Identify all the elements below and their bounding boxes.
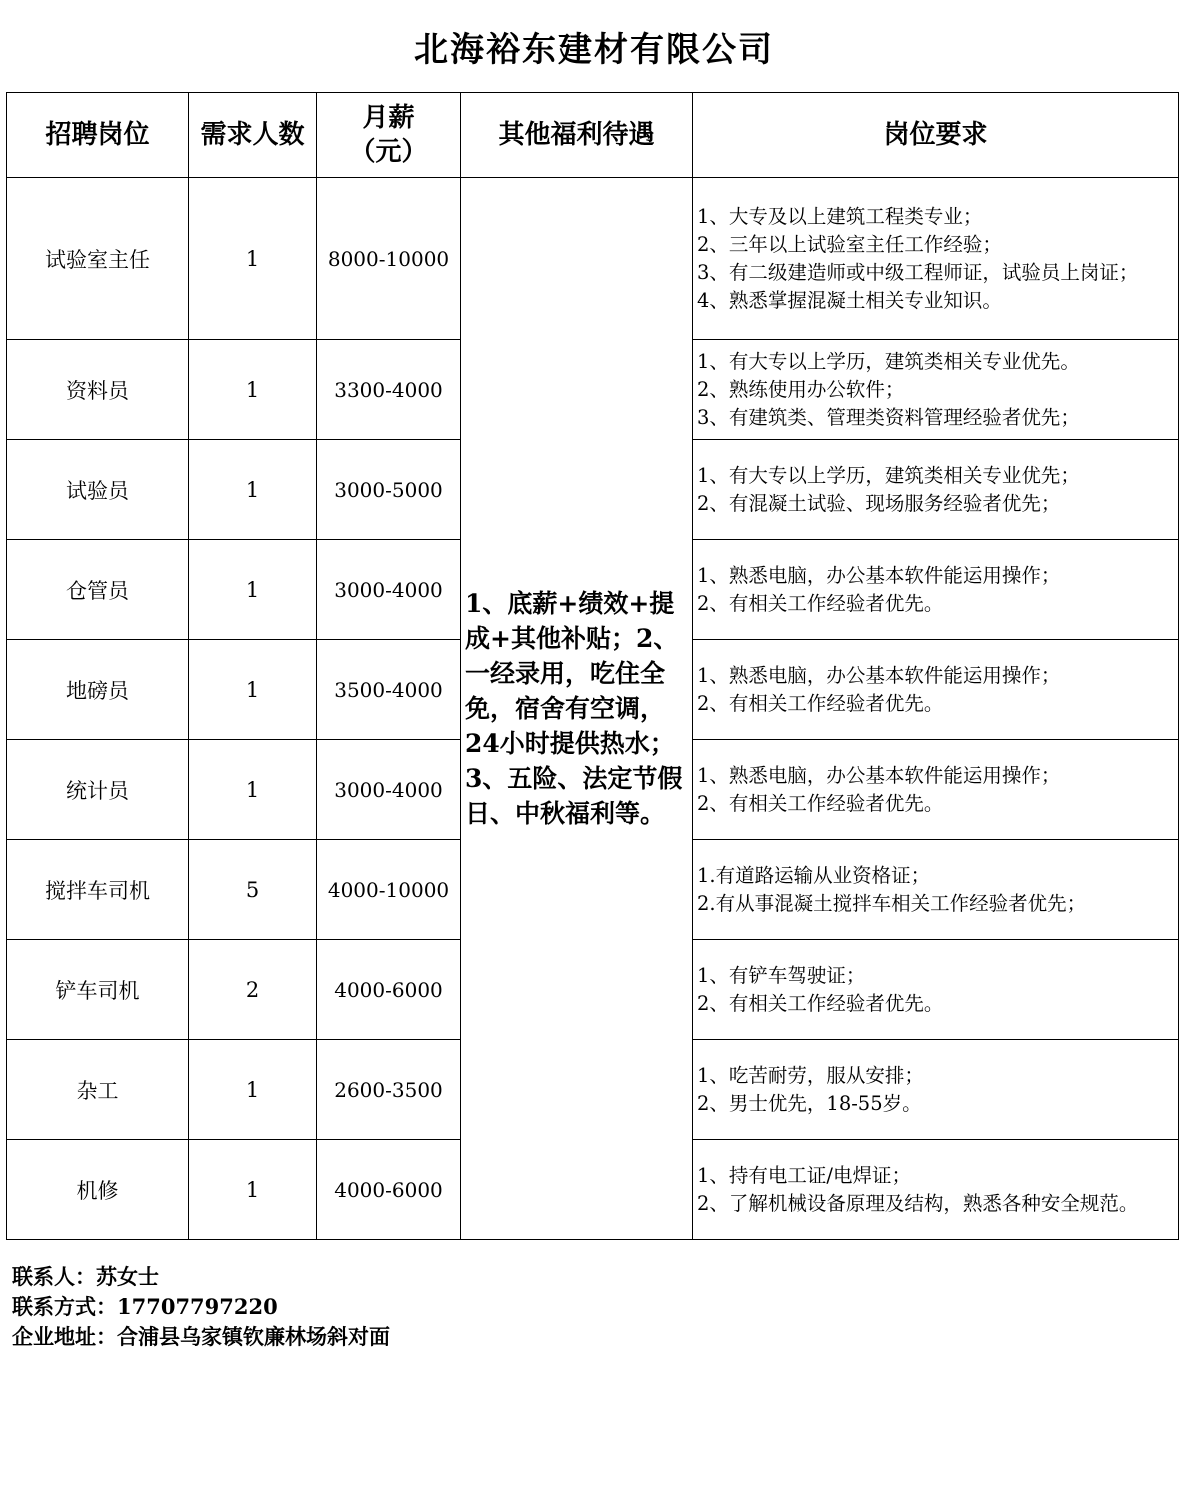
position-cell: 地磅员 bbox=[7, 640, 189, 740]
requirements-cell bbox=[693, 540, 1179, 640]
requirement-line: 1、大专及以上建筑工程类专业； bbox=[697, 204, 983, 228]
requirements-cell bbox=[693, 740, 1179, 840]
requirement-line: 3、有建筑类、管理类资料管理经验者优先； bbox=[697, 405, 1080, 429]
salary-cell: 2600-3500 bbox=[317, 1040, 461, 1140]
salary-cell: 8000-10000 bbox=[317, 178, 461, 340]
requirement-line: 3、有二级建造师或中级工程师证，试验员上岗证； bbox=[697, 260, 1139, 284]
position-cell: 资料员 bbox=[7, 340, 189, 440]
requirement-line: 2、有相关工作经验者优先。 bbox=[697, 691, 944, 715]
requirement-line: 2、男士优先，18-55岁。 bbox=[697, 1091, 922, 1115]
requirement-line: 2、有相关工作经验者优先。 bbox=[697, 991, 944, 1015]
contact-info bbox=[12, 1262, 390, 1352]
requirement-line: 2、有相关工作经验者优先。 bbox=[697, 791, 944, 815]
requirements-cell bbox=[693, 640, 1179, 740]
count-cell: 1 bbox=[189, 1040, 317, 1140]
requirements-cell bbox=[693, 178, 1179, 340]
requirement-line: 1、有铲车驾驶证； bbox=[697, 963, 866, 987]
requirement-line: 2、了解机械设备原理及结构，熟悉各种安全规范。 bbox=[697, 1191, 1139, 1215]
header-salary bbox=[317, 93, 461, 178]
count-cell: 1 bbox=[189, 640, 317, 740]
salary-cell: 3000-5000 bbox=[317, 440, 461, 540]
table-row bbox=[7, 178, 1179, 340]
benefits-cell: 1、底薪+绩效+提成+其他补贴；2、一经录用，吃住全免，宿舍有空调，24小时提供热水；3、五险、法定节假日、中秋福利等。 bbox=[461, 178, 693, 1240]
position-cell: 杂工 bbox=[7, 1040, 189, 1140]
count-cell: 1 bbox=[189, 178, 317, 340]
requirement-line: 2、三年以上试验室主任工作经验； bbox=[697, 232, 1002, 256]
header-row bbox=[7, 93, 1179, 178]
requirement-line: 1、熟悉电脑，办公基本软件能运用操作； bbox=[697, 763, 1061, 787]
salary-cell: 3000-4000 bbox=[317, 540, 461, 640]
requirement-line: 1、有大专以上学历，建筑类相关专业优先； bbox=[697, 463, 1080, 487]
company-title: 北海裕东建材有限公司 bbox=[414, 30, 774, 70]
count-cell: 1 bbox=[189, 540, 317, 640]
count-cell: 5 bbox=[189, 840, 317, 940]
header-salary-line1: 月薪 bbox=[362, 103, 415, 133]
requirements-cell bbox=[693, 340, 1179, 440]
position-cell: 统计员 bbox=[7, 740, 189, 840]
count-cell: 1 bbox=[189, 340, 317, 440]
header-benefits: 其他福利待遇 bbox=[461, 93, 693, 178]
requirement-line: 2、熟练使用办公软件； bbox=[697, 377, 905, 401]
salary-cell: 4000-6000 bbox=[317, 940, 461, 1040]
position-cell: 试验员 bbox=[7, 440, 189, 540]
company-address: 企业地址：合浦县乌家镇钦廉林场斜对面 bbox=[12, 1324, 390, 1349]
salary-cell: 3500-4000 bbox=[317, 640, 461, 740]
count-cell: 1 bbox=[189, 1140, 317, 1240]
header-position: 招聘岗位 bbox=[7, 93, 189, 178]
requirements-cell bbox=[693, 940, 1179, 1040]
header-salary-line2: （元） bbox=[349, 137, 428, 167]
recruitment-table bbox=[6, 92, 1179, 1240]
count-cell: 2 bbox=[189, 940, 317, 1040]
count-cell: 1 bbox=[189, 440, 317, 540]
count-cell: 1 bbox=[189, 740, 317, 840]
salary-cell: 4000-6000 bbox=[317, 1140, 461, 1240]
requirement-line: 2、有相关工作经验者优先。 bbox=[697, 591, 944, 615]
requirement-line: 1、熟悉电脑，办公基本软件能运用操作； bbox=[697, 663, 1061, 687]
requirement-line: 4、熟悉掌握混凝土相关专业知识。 bbox=[697, 288, 1002, 312]
position-cell: 搅拌车司机 bbox=[7, 840, 189, 940]
contact-phone: 联系方式：17707797220 bbox=[12, 1294, 278, 1319]
position-cell: 机修 bbox=[7, 1140, 189, 1240]
salary-cell: 3300-4000 bbox=[317, 340, 461, 440]
requirement-line: 2、有混凝土试验、现场服务经验者优先； bbox=[697, 491, 1061, 515]
salary-cell: 3000-4000 bbox=[317, 740, 461, 840]
requirement-line: 1、持有电工证/电焊证； bbox=[697, 1163, 911, 1187]
requirement-line: 2.有从事混凝土搅拌车相关工作经验者优先； bbox=[697, 891, 1087, 915]
contact-person: 联系人：苏女士 bbox=[12, 1264, 159, 1289]
position-cell: 铲车司机 bbox=[7, 940, 189, 1040]
requirement-line: 1、熟悉电脑，办公基本软件能运用操作； bbox=[697, 563, 1061, 587]
requirement-line: 1.有道路运输从业资格证； bbox=[697, 863, 931, 887]
requirements-cell bbox=[693, 1040, 1179, 1140]
requirements-cell bbox=[693, 840, 1179, 940]
position-cell: 试验室主任 bbox=[7, 178, 189, 340]
requirements-cell bbox=[693, 440, 1179, 540]
header-count: 需求人数 bbox=[189, 93, 317, 178]
requirement-line: 1、有大专以上学历，建筑类相关专业优先。 bbox=[697, 349, 1080, 373]
requirements-cell bbox=[693, 1140, 1179, 1240]
requirement-line: 1、吃苦耐劳，服从安排； bbox=[697, 1063, 924, 1087]
position-cell: 仓管员 bbox=[7, 540, 189, 640]
header-requirements: 岗位要求 bbox=[693, 93, 1179, 178]
salary-cell: 4000-10000 bbox=[317, 840, 461, 940]
